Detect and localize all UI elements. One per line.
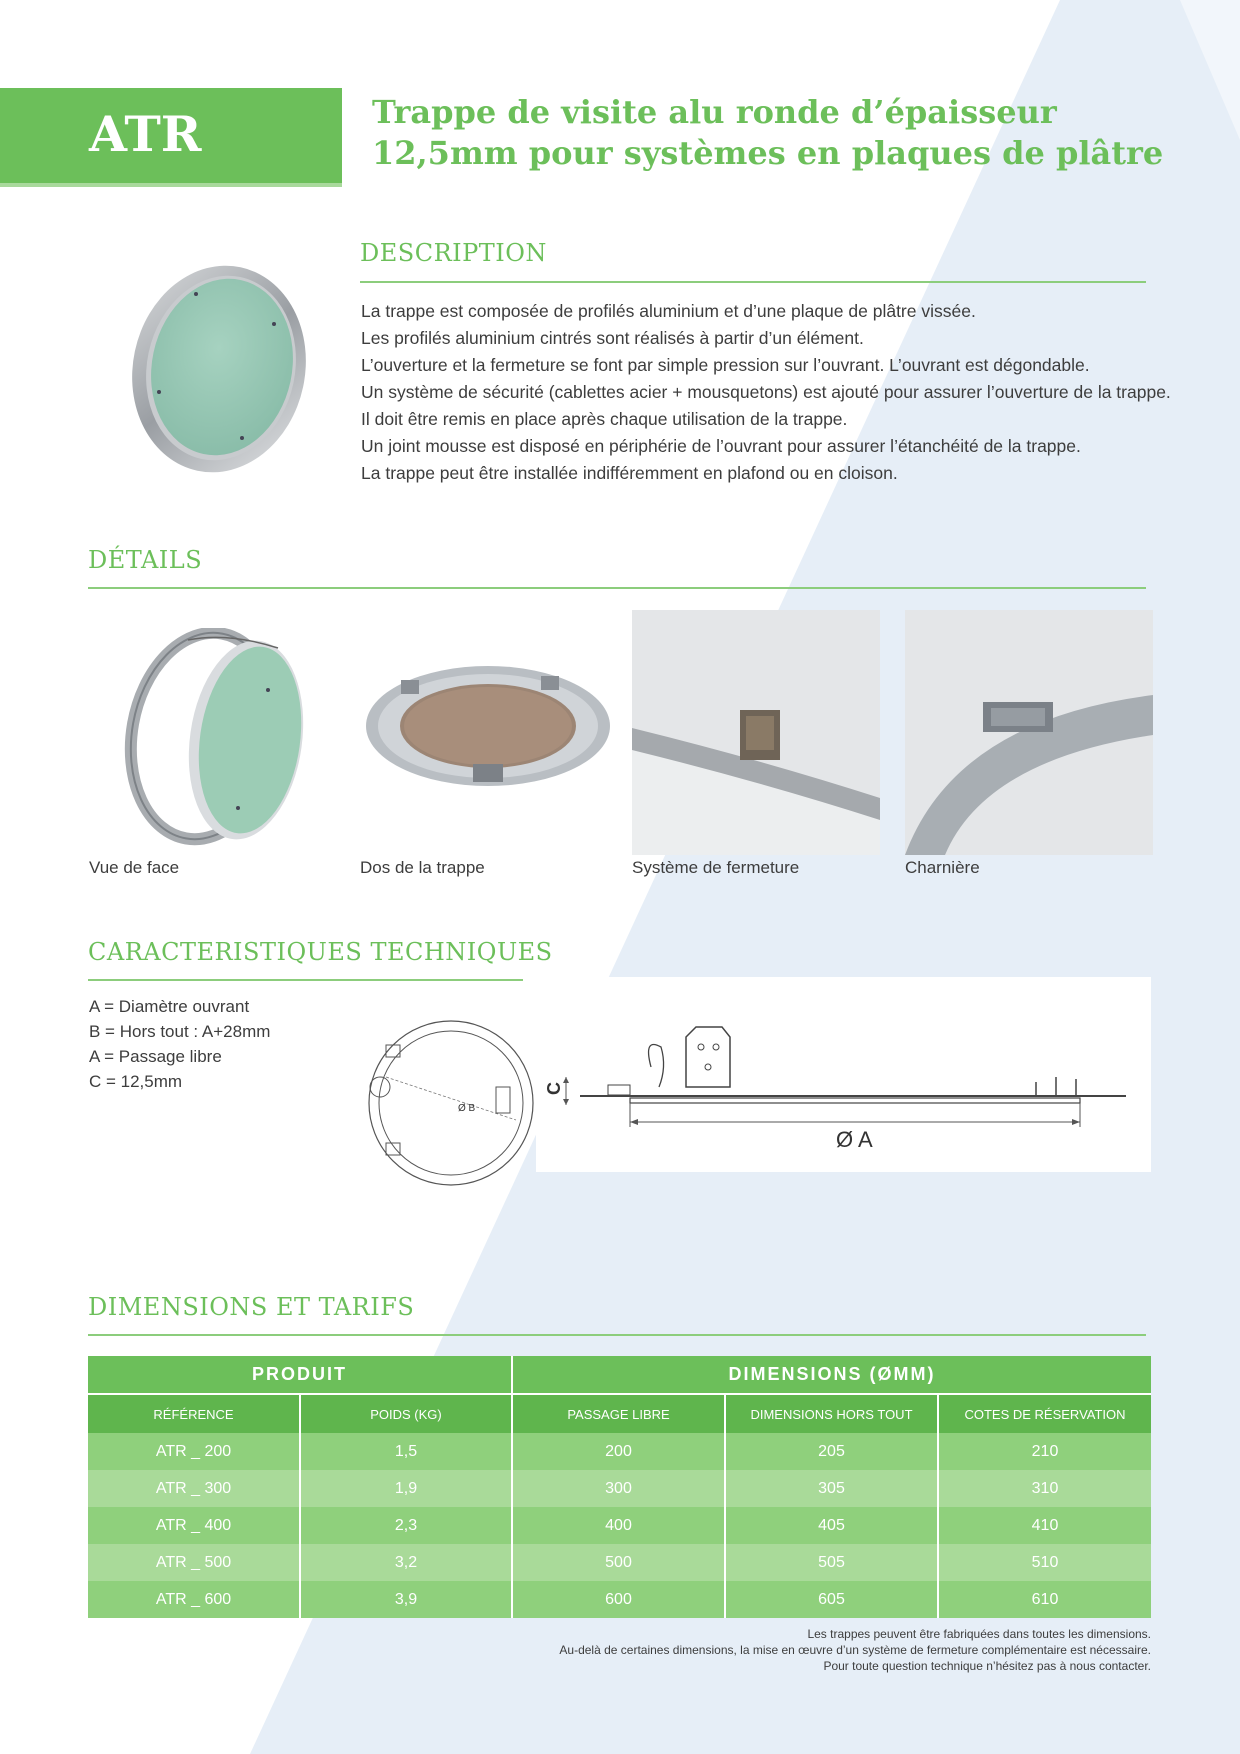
table-row xyxy=(88,1544,1151,1581)
table-cell: ATR _ 600 xyxy=(88,1581,300,1618)
description-line: Un système de sécurité (cablettes acier + mousquetons) est ajouté pour assurer l’ouverture de la trappe. xyxy=(361,382,1171,402)
column-header: POIDS (KG) xyxy=(300,1394,512,1433)
table-cell: 2,3 xyxy=(300,1507,512,1544)
table-cell: 205 xyxy=(725,1433,938,1470)
footnotes xyxy=(559,1626,1151,1674)
detail-caption: Vue de face xyxy=(89,858,180,877)
description-heading: DESCRIPTION xyxy=(360,239,547,267)
table-cell: 310 xyxy=(938,1470,1151,1507)
table-column-header-row xyxy=(88,1394,1151,1433)
specs-list xyxy=(89,994,270,1094)
table-cell: 505 xyxy=(725,1544,938,1581)
table-cell: 305 xyxy=(725,1470,938,1507)
footnote-line: Pour toute question technique n’hésitez pas à nous contacter. xyxy=(823,1659,1151,1673)
description-line: Il doit être remis en place après chaque utilisation de la trappe. xyxy=(361,409,848,429)
specs-rule xyxy=(88,979,523,981)
table-cell: 605 xyxy=(725,1581,938,1618)
description-line: Un joint mousse est disposé en périphérie de l’ouvrant pour assurer l’étanchéité de la trappe. xyxy=(361,436,1081,456)
description-text xyxy=(361,298,1181,487)
detail-photo-front xyxy=(118,628,318,848)
table-cell: 510 xyxy=(938,1544,1151,1581)
product-code-band xyxy=(0,88,342,187)
detail-caption: Dos de la trappe xyxy=(360,858,485,877)
title-line-2: 12,5mm pour systèmes en plaques de plâtre xyxy=(372,134,1164,172)
table-row xyxy=(88,1581,1151,1618)
table-cell: ATR _ 400 xyxy=(88,1507,300,1544)
table-cell: 1,9 xyxy=(300,1470,512,1507)
table-cell: 300 xyxy=(512,1470,725,1507)
detail-caption: Charnière xyxy=(905,858,980,877)
table-cell: 1,5 xyxy=(300,1433,512,1470)
drawing-label-b: Ø B xyxy=(458,1103,476,1114)
detail-caption: Système de fermeture xyxy=(632,858,800,877)
table-cell: 400 xyxy=(512,1507,725,1544)
drawing-label-a: Ø A xyxy=(836,1127,873,1152)
drawing-top-view xyxy=(358,1015,538,1190)
detail-photo-hinge xyxy=(905,610,1153,855)
description-line: La trappe peut être installée indifféremment en plafond ou en cloison. xyxy=(361,463,898,483)
details-heading: DÉTAILS xyxy=(88,546,203,574)
table-cell: 3,2 xyxy=(300,1544,512,1581)
specs-heading: CARACTERISTIQUES TECHNIQUES xyxy=(88,938,553,966)
table-row xyxy=(88,1433,1151,1470)
table-cell: 500 xyxy=(512,1544,725,1581)
product-code: ATR xyxy=(89,105,202,163)
pricing-table xyxy=(88,1356,1151,1618)
table-cell: 410 xyxy=(938,1507,1151,1544)
detail-photo-closing xyxy=(632,610,880,855)
description-rule xyxy=(360,281,1146,283)
spec-line: C = 12,5mm xyxy=(89,1072,183,1091)
column-header: COTES DE RÉSERVATION xyxy=(938,1394,1151,1433)
column-header: PASSAGE LIBRE xyxy=(512,1394,725,1433)
footnote-line: Au-delà de certaines dimensions, la mise en œuvre d’un système de fermeture complémentaire est nécessaire. xyxy=(559,1643,1151,1657)
table-cell: 610 xyxy=(938,1581,1151,1618)
spec-line: A = Diamètre ouvrant xyxy=(89,997,250,1016)
table-row xyxy=(88,1470,1151,1507)
product-photo-hatch xyxy=(124,262,314,477)
description-line: La trappe est composée de profilés aluminium et d’une plaque de plâtre vissée. xyxy=(361,301,976,321)
table-cell: 405 xyxy=(725,1507,938,1544)
table-cell: 210 xyxy=(938,1433,1151,1470)
table-cell: ATR _ 300 xyxy=(88,1470,300,1507)
drawing-label-c: C xyxy=(544,1082,564,1095)
pricing-rule xyxy=(88,1334,1146,1336)
page-title xyxy=(372,92,1192,174)
drawing-section-panel xyxy=(536,977,1151,1172)
group-header-dimensions: DIMENSIONS (ØMM) xyxy=(512,1356,1151,1394)
spec-line: B = Hors tout : A+28mm xyxy=(89,1022,271,1041)
table-group-header-row xyxy=(88,1356,1151,1394)
table-cell: ATR _ 200 xyxy=(88,1433,300,1470)
table-row xyxy=(88,1507,1151,1544)
table-cell: ATR _ 500 xyxy=(88,1544,300,1581)
table-cell: 600 xyxy=(512,1581,725,1618)
title-line-1: Trappe de visite alu ronde d’épaisseur xyxy=(372,93,1057,131)
pricing-heading: DIMENSIONS ET TARIFS xyxy=(88,1293,415,1321)
footnote-line: Les trappes peuvent être fabriquées dans toutes les dimensions. xyxy=(807,1627,1151,1641)
drawing-section-view xyxy=(536,977,1151,1172)
spec-line: A = Passage libre xyxy=(89,1047,222,1066)
description-line: Les profilés aluminium cintrés sont réalisés à partir d’un élément. xyxy=(361,328,864,348)
table-cell: 200 xyxy=(512,1433,725,1470)
detail-photo-back xyxy=(363,660,613,790)
column-header: DIMENSIONS HORS TOUT xyxy=(725,1394,938,1433)
group-header-product: PRODUIT xyxy=(88,1356,512,1394)
column-header: RÉFÉRENCE xyxy=(88,1394,300,1433)
details-rule xyxy=(88,587,1146,589)
table-cell: 3,9 xyxy=(300,1581,512,1618)
description-line: L’ouverture et la fermeture se font par simple pression sur l’ouvrant. L’ouvrant est dégondable. xyxy=(361,355,1090,375)
